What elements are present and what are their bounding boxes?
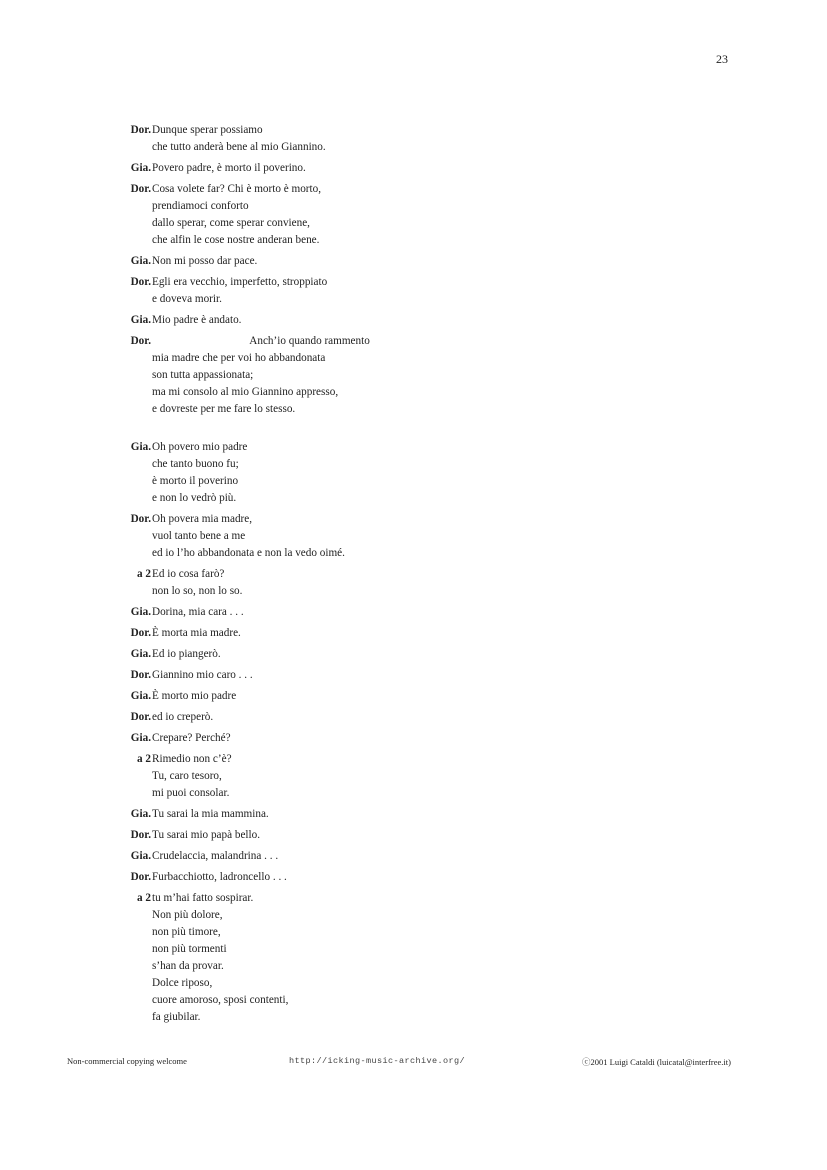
dialogue-entry [118, 646, 718, 663]
dialogue-lines [152, 646, 221, 663]
dialogue-lines [152, 848, 278, 865]
speaker-label: a 2 [137, 753, 151, 765]
speaker-label: Gia. [130, 808, 151, 820]
dialogue-line: Dorina, mia cara . . . [152, 606, 244, 618]
dialogue-entry [118, 730, 718, 747]
dialogue-entry [118, 869, 718, 886]
dialogue-entry [118, 566, 718, 600]
dialogue-lines [152, 181, 321, 249]
libretto-text [118, 122, 718, 1030]
dialogue-line: mi puoi consolar. [152, 787, 230, 799]
speaker-label: Dor. [130, 711, 151, 723]
dialogue-entry [118, 253, 718, 270]
dialogue-line: Dolce riposo, [152, 977, 213, 989]
dialogue-line: è morto il poverino [152, 475, 239, 487]
dialogue-lines [152, 751, 232, 802]
speaker-label: Dor. [130, 124, 151, 136]
speaker-label: Gia. [130, 690, 151, 702]
speaker-label: Dor. [130, 871, 151, 883]
dialogue-line: È morto mio padre [152, 690, 237, 702]
dialogue-line: mia madre che per voi ho abbandonata [152, 352, 326, 364]
dialogue-line: non più tormenti [152, 943, 227, 955]
speaker-label: Gia. [130, 441, 151, 453]
dialogue-lines [152, 274, 327, 308]
dialogue-lines [152, 625, 241, 642]
dialogue-lines [152, 160, 306, 177]
dialogue-entry [118, 751, 718, 802]
speaker-label: Gia. [130, 162, 151, 174]
dialogue-entry [118, 890, 718, 1026]
dialogue-lines [152, 333, 370, 418]
dialogue-entry [118, 827, 718, 844]
dialogue-lines [152, 511, 345, 562]
speaker-label: a 2 [137, 892, 151, 904]
dialogue-line: son tutta appassionata; [152, 369, 254, 381]
dialogue-line: Povero padre, è morto il poverino. [152, 162, 306, 174]
dialogue-line: Crudelaccia, malandrina . . . [152, 850, 279, 862]
dialogue-lines [152, 253, 257, 270]
dialogue-line: Ed io cosa farò? [152, 568, 225, 580]
dialogue-lines [152, 312, 241, 329]
dialogue-line: Oh povero mio padre [152, 441, 248, 453]
dialogue-entry [118, 688, 718, 705]
dialogue-entry [118, 511, 718, 562]
dialogue-entry [118, 848, 718, 865]
dialogue-line: tu m’hai fatto sospirar. [152, 892, 254, 904]
speaker-label: a 2 [137, 568, 151, 580]
speaker-label: Gia. [130, 255, 151, 267]
dialogue-line: ed io creperò. [152, 711, 214, 723]
dialogue-line: Egli era vecchio, imperfetto, stroppiato [152, 276, 328, 288]
dialogue-lines [152, 122, 326, 156]
dialogue-lines [152, 890, 288, 1026]
dialogue-entry [118, 122, 718, 156]
dialogue-line: cuore amoroso, sposi contenti, [152, 994, 289, 1006]
dialogue-line: Furbacchiotto, ladroncello . . . [152, 871, 287, 883]
dialogue-lines [152, 730, 231, 747]
page-number: 23 [716, 52, 728, 66]
dialogue-entry [118, 312, 718, 329]
dialogue-line: Ed io piangerò. [152, 648, 221, 660]
dialogue-line: e dovreste per me fare lo stesso. [152, 403, 296, 415]
dialogue-lines [152, 688, 236, 705]
dialogue-entry [118, 274, 718, 308]
dialogue-line: Oh povera mia madre, [152, 513, 253, 525]
dialogue-line: che tutto anderà bene al mio Giannino. [152, 141, 326, 153]
dialogue-line: non più timore, [152, 926, 221, 938]
dialogue-lines [152, 806, 269, 823]
dialogue-line: Mio padre è andato. [152, 314, 242, 326]
footer-archive-url[interactable]: http://icking-music-archive.org/ [289, 1056, 466, 1066]
dialogue-line: dallo sperar, come sperar conviene, [152, 217, 310, 229]
dialogue-line: Dunque sperar possiamo [152, 124, 263, 136]
dialogue-entry [118, 667, 718, 684]
dialogue-entry [118, 439, 718, 507]
dialogue-line: Cosa volete far? Chi è morto è morto, [152, 183, 322, 195]
speaker-label: Gia. [130, 850, 151, 862]
dialogue-entry [118, 806, 718, 823]
speaker-label: Dor. [130, 183, 151, 195]
dialogue-lines [152, 566, 242, 600]
speaker-label: Dor. [130, 669, 151, 681]
speaker-label: Dor. [130, 627, 151, 639]
speaker-label: Dor. [130, 335, 151, 347]
dialogue-line: Crepare? Perché? [152, 732, 231, 744]
speaker-label: Gia. [130, 314, 151, 326]
dialogue-line: e non lo vedrò più. [152, 492, 237, 504]
dialogue-line: che alfin le cose nostre anderan bene. [152, 234, 320, 246]
dialogue-line: vuol tanto bene a me [152, 530, 246, 542]
dialogue-line: È morta mia madre. [152, 627, 241, 639]
dialogue-line: ma mi consolo al mio Giannino appresso, [152, 386, 339, 398]
dialogue-lines [152, 869, 287, 886]
dialogue-line: Tu sarai la mia mammina. [152, 808, 269, 820]
dialogue-line: prendiamoci conforto [152, 200, 249, 212]
speaker-label: Gia. [130, 648, 151, 660]
dialogue-line: Giannino mio caro . . . [152, 669, 253, 681]
dialogue-lines [152, 827, 260, 844]
dialogue-line: s’han da provar. [152, 960, 224, 972]
dialogue-entry [118, 160, 718, 177]
speaker-label: Gia. [130, 606, 151, 618]
dialogue-line: ed io l’ho abbandonata e non la vedo oimé. [152, 547, 345, 559]
dialogue-entry [118, 625, 718, 642]
footer-copying-notice: Non-commercial copying welcome [67, 1056, 187, 1066]
dialogue-lines [152, 667, 253, 684]
dialogue-lines [152, 709, 213, 726]
dialogue-entry [118, 333, 718, 418]
dialogue-line: Anch’io quando rammento [152, 335, 370, 347]
speaker-label: Dor. [130, 276, 151, 288]
speaker-label: Dor. [130, 829, 151, 841]
dialogue-line: Tu sarai mio papà bello. [152, 829, 261, 841]
dialogue-entry [118, 181, 718, 249]
dialogue-line: Non più dolore, [152, 909, 223, 921]
dialogue-lines [152, 439, 247, 507]
dialogue-lines [152, 604, 244, 621]
dialogue-entry [118, 604, 718, 621]
dialogue-line: Rimedio non c’è? [152, 753, 232, 765]
dialogue-line: fa giubilar. [152, 1011, 201, 1023]
dialogue-line: non lo so, non lo so. [152, 585, 243, 597]
speaker-label: Gia. [130, 732, 151, 744]
dialogue-line: Non mi posso dar pace. [152, 255, 258, 267]
dialogue-line: che tanto buono fu; [152, 458, 239, 470]
dialogue-line: e doveva morir. [152, 293, 222, 305]
footer-copyright: ⓒ2001 Luigi Cataldi (luicatal@interfree.it) [582, 1057, 731, 1067]
dialogue-line: Tu, caro tesoro, [152, 770, 222, 782]
speaker-label: Dor. [130, 513, 151, 525]
dialogue-entry [118, 709, 718, 726]
